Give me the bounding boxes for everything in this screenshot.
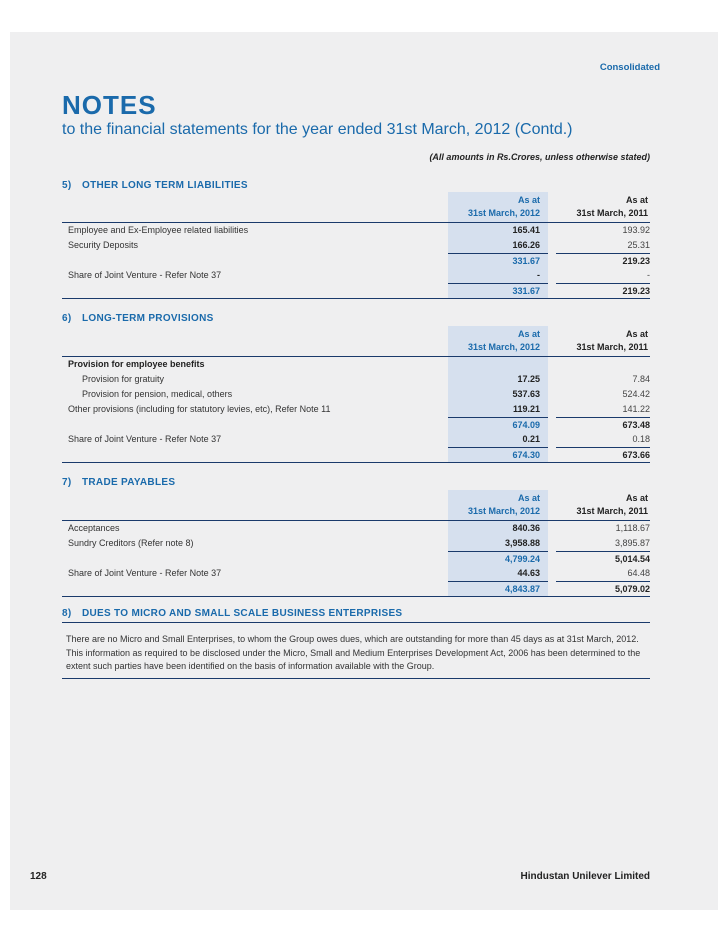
row-label: Share of Joint Venture - Refer Note 37: [68, 568, 222, 578]
row-label: Acceptances: [68, 523, 120, 533]
table-header: [62, 326, 650, 357]
value-2011: 524.42: [622, 389, 650, 399]
section-8-title: DUES TO MICRO AND SMALL SCALE BUSINESS ENTERPRISES: [82, 608, 403, 619]
section-5-table: [62, 192, 650, 299]
value-2011: 1,118.67: [615, 523, 650, 533]
total-row: [62, 447, 650, 463]
value-2012: 674.09: [448, 417, 548, 432]
table-row: [62, 566, 650, 581]
value-2011: 673.66: [556, 447, 650, 463]
column-2012-line1: As at: [517, 329, 540, 339]
value-2011: 3,895.87: [614, 538, 650, 548]
value-2011: 193.92: [622, 225, 650, 235]
value-2011: 219.23: [556, 283, 650, 299]
value-2012: 4,843.87: [448, 581, 548, 596]
value-2012: 840.36: [448, 521, 548, 536]
value-2012: 331.67: [448, 253, 548, 268]
section-6-heading: [62, 313, 214, 324]
table-row: [62, 223, 650, 238]
row-label: Provision for employee benefits: [68, 359, 205, 369]
column-2012-line2: 31st March, 2012: [467, 208, 540, 218]
company-name: Hindustan Unilever Limited: [520, 871, 650, 882]
page-number: 128: [30, 871, 47, 882]
page-background: [10, 32, 718, 910]
column-2012: [448, 194, 540, 220]
value-2011: -: [647, 270, 650, 280]
table-row: [62, 387, 650, 402]
column-2012-line1: As at: [517, 493, 540, 503]
value-2012: -: [448, 268, 548, 283]
table-header: [62, 192, 650, 223]
column-2011-line2: 31st March, 2011: [576, 342, 648, 352]
table-row: [62, 536, 650, 551]
row-label: Share of Joint Venture - Refer Note 37: [68, 434, 222, 444]
table-header: [62, 490, 650, 521]
column-2012-line2: 31st March, 2012: [467, 506, 540, 516]
column-2012: [448, 492, 540, 518]
value-2012: 3,958.88: [448, 536, 548, 551]
column-2011-line2: 31st March, 2011: [576, 208, 648, 218]
value-2011: 219.23: [556, 253, 650, 269]
table-row: [62, 268, 650, 283]
amounts-note: (All amounts in Rs.Crores, unless otherwise stated): [429, 152, 650, 162]
table-row: [62, 238, 650, 253]
value-2012: 44.63: [448, 566, 548, 581]
value-2012: 119.21: [448, 402, 548, 417]
column-2012: [448, 328, 540, 354]
table-row: [62, 521, 650, 536]
section-5-title: OTHER LONG TERM LIABILITIES: [82, 180, 248, 191]
section-7-number: 7): [62, 477, 72, 488]
value-2012: 4,799.24: [448, 551, 548, 566]
value-2011: 0.18: [632, 434, 650, 444]
subtotal-row: [62, 253, 650, 268]
section-8-heading: [62, 608, 402, 619]
group-heading-row: [62, 357, 650, 372]
section-7-title: TRADE PAYABLES: [82, 477, 176, 488]
total-row: [62, 581, 650, 597]
section-8-number: 8): [62, 608, 72, 619]
section-8-paragraph: There are no Micro and Small Enterprises, to whom the Group owes dues, which are outstanding for more than 45 days as at 31st March, 2012. This information as required to be disclosed under the Micro, Small and Medium Enterprises Development Act, 2006 has been determined to the extent such parties have been identified on the basis of information available with the Group.: [62, 633, 650, 679]
section-7-heading: [62, 477, 175, 488]
row-label: Security Deposits: [68, 240, 139, 250]
value-2012: [448, 357, 548, 372]
page-title: NOTES: [62, 90, 157, 120]
value-2011: 141.22: [622, 404, 650, 414]
value-2011: 64.48: [627, 568, 650, 578]
subtotal-row: [62, 551, 650, 566]
column-2011-line1: As at: [625, 493, 648, 503]
column-2011: [556, 492, 648, 518]
subtotal-row: [62, 417, 650, 432]
page-subtitle: to the financial statements for the year ended 31st March, 2012 (Contd.): [62, 121, 573, 138]
row-label: Other provisions (including for statutory levies, etc), Refer Note 11: [68, 404, 331, 414]
section-5-number: 5): [62, 180, 72, 191]
column-2012-line2: 31st March, 2012: [467, 342, 540, 352]
table-row: [62, 372, 650, 387]
column-2011-line1: As at: [625, 195, 648, 205]
section-6-table: [62, 326, 650, 463]
row-label: Employee and Ex-Employee related liabilities: [68, 225, 249, 235]
section-7-table: [62, 490, 650, 597]
value-2011: 5,079.02: [556, 581, 650, 597]
value-2012: 537.63: [448, 387, 548, 402]
table-row: [62, 402, 650, 417]
section-6-title: LONG-TERM PROVISIONS: [82, 313, 214, 324]
section-6-number: 6): [62, 313, 72, 324]
row-label: Provision for gratuity: [82, 374, 165, 384]
consolidated-badge: Consolidated: [599, 62, 660, 73]
section-8-divider: [62, 622, 650, 623]
table-row: [62, 432, 650, 447]
value-2012: 0.21: [448, 432, 548, 447]
value-2011: 673.48: [556, 417, 650, 433]
value-2012: 166.26: [448, 238, 548, 253]
column-2011-line2: 31st March, 2011: [576, 506, 648, 516]
row-label: Share of Joint Venture - Refer Note 37: [68, 270, 222, 280]
value-2011: 7.84: [632, 374, 650, 384]
value-2012: 674.30: [448, 447, 548, 462]
column-2011: [556, 194, 648, 220]
total-row: [62, 283, 650, 299]
column-2012-line1: As at: [517, 195, 540, 205]
value-2012: 165.41: [448, 223, 548, 238]
value-2012: 17.25: [448, 372, 548, 387]
value-2011: 25.31: [627, 240, 650, 250]
column-2011-line1: As at: [625, 329, 648, 339]
value-2011: 5,014.54: [556, 551, 650, 567]
value-2012: 331.67: [448, 283, 548, 298]
row-label: Sundry Creditors (Refer note 8): [68, 538, 194, 548]
column-2011: [556, 328, 648, 354]
row-label: Provision for pension, medical, others: [82, 389, 233, 399]
section-5-heading: [62, 180, 248, 191]
